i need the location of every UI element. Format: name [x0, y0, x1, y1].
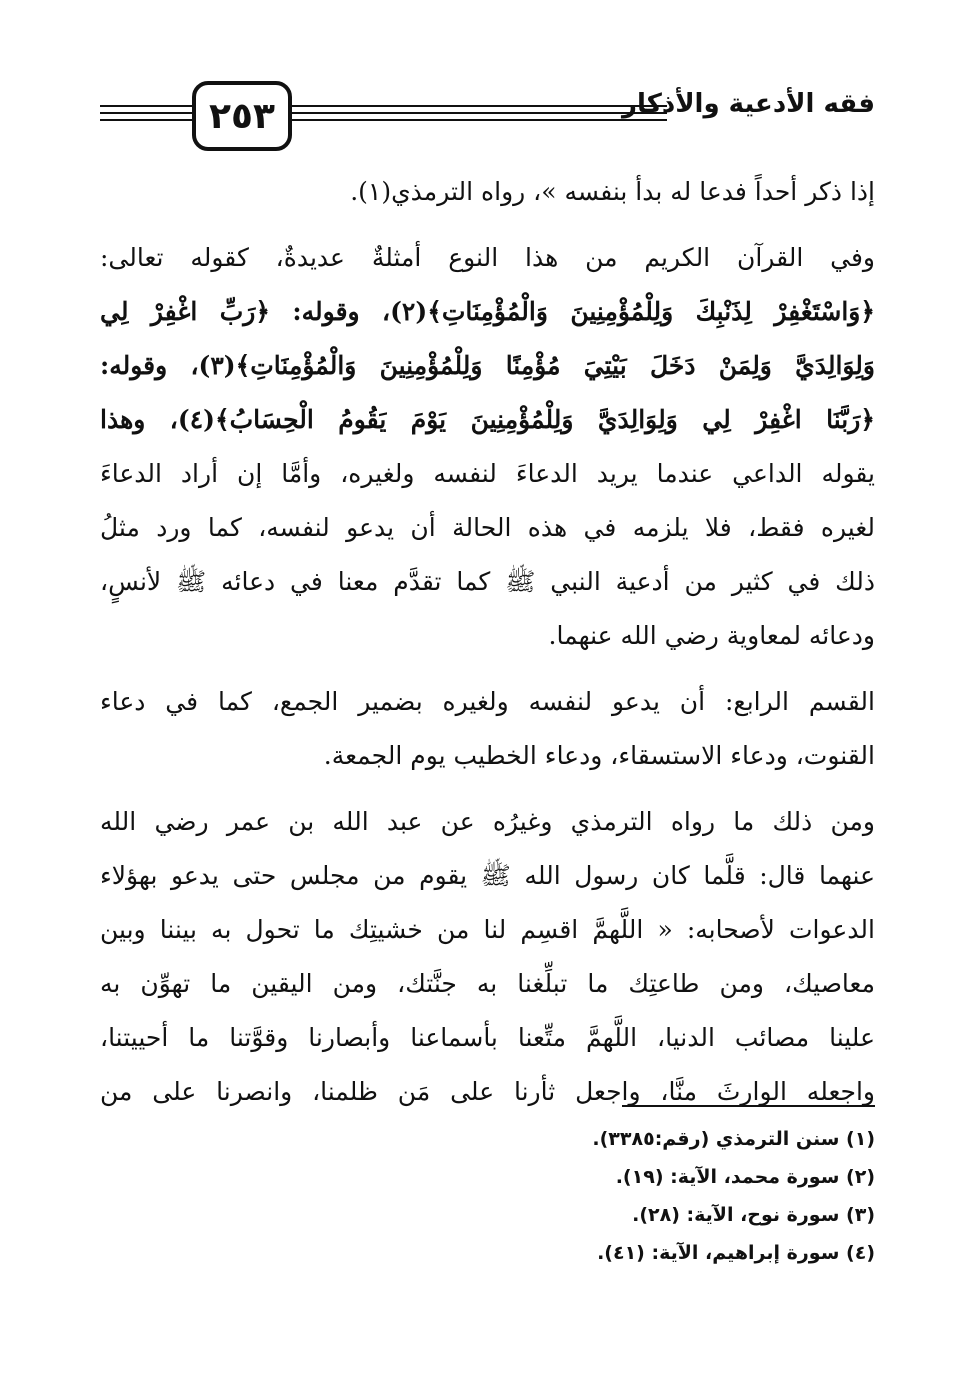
quran-verse-line: ﴿رَبَّنَا اغْفِرْ لِي وَلِوَالِدَيَّ وَلِلْمُؤْمِنِينَ يَوْمَ يَقُومُ الْحِسَابُ﴾(٤)، وهذا: [100, 405, 875, 434]
text-line: معاصيك، ومن طاعتِك ما تبلِّغنا به جنَّتك، ومن اليقين ما تهوِّن به: [100, 969, 875, 998]
body-text: [100, 165, 875, 1119]
text-line: يقوله الداعي عندما يريد الدعاءَ لنفسه ولغيره، وأمَّا إن أراد الدعاءَ: [100, 459, 875, 488]
header-rule-right: [292, 112, 667, 114]
quran-verse-line: ﴿وَاسْتَغْفِرْ لِذَنْبِكَ وَلِلْمُؤْمِنِينَ وَالْمُؤْمِنَاتِ﴾(٢)، وقوله: ﴿رَبِّ اغْفِرْ لِي: [100, 297, 875, 326]
text-line: ذلك في كثير من أدعية النبي ﷺ كما تقدَّم معنا في دعائه ﷺ لأنسٍ،: [100, 567, 875, 596]
header-rule-left: [100, 105, 192, 107]
text-line: عنهما قال: قلَّما كان رسول الله ﷺ يقوم من مجلس حتى يدعو بهؤلاء: [100, 861, 875, 890]
text-line: القنوت، ودعاء الاستسقاء، ودعاء الخطيب يوم الجمعة.: [323, 741, 875, 770]
footnotes: [592, 1120, 875, 1272]
header-rule-right: [292, 119, 667, 121]
page-number: ٢٥٣: [192, 81, 292, 151]
text-line: ومن ذلك ما رواه الترمذي وغيرُه عن عبد الله بن عمر رضي الله: [100, 807, 875, 836]
header-rule-left: [100, 112, 192, 114]
running-title: فقه الأدعية والأذكار: [622, 89, 875, 119]
quran-verse-line: وَلِوَالِدَيَّ وَلِمَنْ دَخَلَ بَيْتِيَ مُؤْمِنًا وَلِلْمُؤْمِنِينَ وَالْمُؤْمِنَاتِ﴾(٣)، وقوله:: [100, 351, 875, 380]
paragraph-gap: [100, 783, 875, 795]
text-line: وفي القرآن الكريم من هذا النوع أمثلةٌ عديدةٌ، كقوله تعالى:: [100, 243, 875, 272]
footnote: (٢) سورة محمد، الآية: (١٩).: [615, 1166, 875, 1188]
text-line: لغيره فقط، فلا يلزمه في هذه الحالة أن يدعو لنفسه، كما ورد مثلُ: [100, 513, 875, 542]
text-line: ودعائه لمعاوية رضي الله عنهما.: [548, 621, 875, 650]
footnote: (١) سنن الترمذي (رقم:٣٣٨٥).: [592, 1128, 875, 1150]
footnote: (٤) سورة إبراهيم، الآية: (٤١).: [597, 1242, 875, 1264]
header-rule-right: [292, 105, 667, 107]
text-line: واجعله الوارثَ منَّا، واجعل ثأرنا على مَن ظلمنا، وانصرنا على من: [100, 1077, 875, 1106]
footnote: (٣) سورة نوح، الآية: (٢٨).: [632, 1204, 875, 1226]
text-line: إذا ذكر أحداً فدعا له بدأ بنفسه »، رواه الترمذي(١).: [350, 177, 875, 206]
paragraph-gap: [100, 663, 875, 675]
text-line: علينا مصائب الدنيا، اللَّهمَّ متِّعنا بأسماعنا وأبصارنا وقوَّتنا ما أحييتنا،: [100, 1023, 875, 1052]
paragraph-gap: [100, 219, 875, 231]
header-rule-left: [100, 119, 192, 121]
footnote-separator: [622, 1105, 875, 1107]
page-header: [100, 75, 875, 155]
text-line: الدعوات لأصحابه: « اللَّهمَّ اقسِم لنا من خشيتِك ما تحول به بيننا وبين: [100, 915, 875, 944]
text-line: القسم الرابع: أن يدعو لنفسه ولغيره بضمير الجمع، كما في دعاء: [100, 687, 875, 716]
